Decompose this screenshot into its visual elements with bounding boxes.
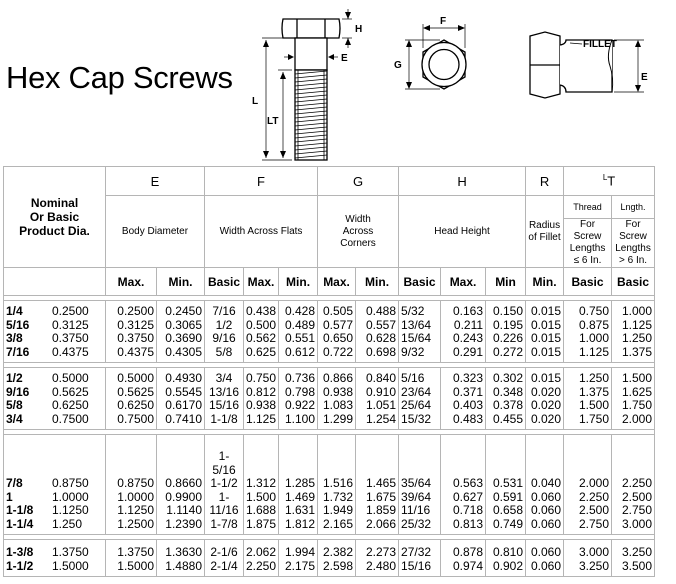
h-dim-label: H: [355, 24, 363, 35]
col-lt-symbol: $^L$T: [564, 167, 655, 196]
cell-f-basic: 2-1/6 2-1/4: [205, 540, 244, 577]
cell-lt-thread: 1.250 1.375 1.500 1.750: [564, 368, 612, 430]
cell-f-max: 0.438 0.500 0.562 0.625: [244, 301, 279, 363]
cell-h-basic: 5/32 13/64 15/64 9/32: [399, 301, 441, 363]
cell-f-min: 0.736 0.798 0.922 1.100: [279, 368, 318, 430]
cell-f-min: 1.994 2.175: [279, 540, 318, 577]
cell-g-min: 2.273 2.480: [356, 540, 399, 577]
cell-lt-thread: 0.750 0.875 1.000 1.125: [564, 301, 612, 363]
col-r-symbol: R: [526, 167, 564, 196]
cell-g-min: 0.840 0.910 1.051 1.254: [356, 368, 399, 430]
cell-e-max: 0.8750 1.0000 1.1250 1.2500: [106, 435, 157, 535]
col-length-label: Lngth.: [612, 196, 655, 219]
unit-cell: Basic: [205, 268, 244, 296]
table-row-group: [4, 368, 655, 430]
unit-cell: Min.: [526, 268, 564, 296]
unit-cell: Max.: [318, 268, 356, 296]
cell-f-basic: 1- 5/16 1-1/2 1- 11/16 1-7/8: [205, 435, 244, 535]
cell-e-min: 1.3630 1.4880: [157, 540, 205, 577]
cell-r-min: 0.015 0.020 0.020 0.020: [526, 368, 564, 430]
cell-f-max: 0.750 0.812 0.938 1.125: [244, 368, 279, 430]
hex-screw-diagram: [0, 0, 676, 166]
cell-g-max: 0.866 0.938 1.083 1.299: [318, 368, 356, 430]
cell-e-min: 0.8660 0.9900 1.1140 1.2390: [157, 435, 205, 535]
cell-e-max: 0.2500 0.3125 0.3750 0.4375: [106, 301, 157, 363]
cell-h-max: 0.563 0.627 0.718 0.813: [441, 435, 486, 535]
table-row-group: [4, 435, 655, 535]
cell-h-min: 0.810 0.902: [486, 540, 526, 577]
nominal-size-cell: 7/8 0.8750 1 1.0000 1-1/8 1.1250 1-1/4 1.250: [4, 435, 106, 535]
unit-cell-blank: [4, 268, 106, 296]
cell-h-basic: 5/16 23/64 25/64 15/32: [399, 368, 441, 430]
cell-g-min: 0.488 0.557 0.628 0.698: [356, 301, 399, 363]
cell-h-min: 0.150 0.195 0.226 0.272: [486, 301, 526, 363]
col-thread-label: Thread: [564, 196, 612, 219]
cell-f-min: 1.285 1.469 1.631 1.812: [279, 435, 318, 535]
nominal-size-cell: 1-3/8 1.3750 1-1/2 1.5000: [4, 540, 106, 577]
unit-cell: Min.: [157, 268, 205, 296]
col-e-desc: Body Diameter: [106, 196, 205, 268]
nominal-size-cell: 1/2 0.5000 9/16 0.5625 5/8 0.6250 3/4 0.7500: [4, 368, 106, 430]
cell-e-min: 0.2450 0.3065 0.3690 0.4305: [157, 301, 205, 363]
cell-e-min: 0.4930 0.5545 0.6170 0.7410: [157, 368, 205, 430]
cell-g-max: 0.505 0.577 0.650 0.722: [318, 301, 356, 363]
col-r-desc: Radius of Fillet: [526, 196, 564, 268]
unit-cell: Min.: [356, 268, 399, 296]
nominal-size-cell: 1/4 0.2500 5/16 0.3125 3/8 0.3750 7/16 0.4375: [4, 301, 106, 363]
table-row-group: [4, 301, 655, 363]
fillet-label: FILLET: [583, 39, 617, 50]
cell-h-min: 0.302 0.348 0.378 0.455: [486, 368, 526, 430]
unit-cell: Max.: [441, 268, 486, 296]
e-side-dim-label: E: [641, 72, 648, 83]
cell-r-min: 0.015 0.015 0.015 0.015: [526, 301, 564, 363]
cell-f-max: 1.312 1.500 1.688 1.875: [244, 435, 279, 535]
l-dim-label: L: [252, 96, 259, 107]
cell-g-max: 2.382 2.598: [318, 540, 356, 577]
units-row: [4, 268, 655, 296]
cell-e-max: 0.5000 0.5625 0.6250 0.7500: [106, 368, 157, 430]
cell-lt-length: 3.250 3.500: [612, 540, 655, 577]
cell-g-max: 1.516 1.732 1.949 2.165: [318, 435, 356, 535]
cell-lt-thread: 3.000 3.250: [564, 540, 612, 577]
cell-g-min: 1.465 1.675 1.859 2.066: [356, 435, 399, 535]
cell-r-min: 0.040 0.060 0.060 0.060: [526, 435, 564, 535]
cell-h-max: 0.878 0.974: [441, 540, 486, 577]
col-g-desc: Width Across Corners: [318, 196, 399, 268]
col-g-symbol: G: [318, 167, 399, 196]
unit-cell: Basic: [564, 268, 612, 296]
g-dim-label: G: [394, 60, 402, 71]
cell-lt-length: 1.500 1.625 1.750 2.000: [612, 368, 655, 430]
cell-f-basic: 3/4 13/16 15/16 1-1/8: [205, 368, 244, 430]
col-e-symbol: E: [106, 167, 205, 196]
cell-lt-thread: 2.000 2.250 2.500 2.750: [564, 435, 612, 535]
cell-h-max: 0.323 0.371 0.403 0.483: [441, 368, 486, 430]
col-length-desc: For Screw Lengths > 6 In.: [612, 219, 655, 268]
cell-r-min: 0.060 0.060: [526, 540, 564, 577]
cell-lt-length: 2.250 2.500 2.750 3.000: [612, 435, 655, 535]
table-row-group: [4, 540, 655, 577]
unit-cell: Basic: [399, 268, 441, 296]
lt-dim-label: LT: [267, 116, 279, 127]
unit-cell: Max.: [106, 268, 157, 296]
cell-h-max: 0.163 0.211 0.243 0.291: [441, 301, 486, 363]
f-dim-label: F: [440, 16, 447, 27]
e-dim-label: E: [341, 53, 348, 64]
dimensions-table: [3, 166, 655, 577]
unit-cell: Max.: [244, 268, 279, 296]
cell-f-basic: 7/16 1/2 9/16 5/8: [205, 301, 244, 363]
col-h-symbol: H: [399, 167, 526, 196]
page-title: Hex Cap Screws: [6, 60, 233, 95]
cell-f-max: 2.062 2.250: [244, 540, 279, 577]
col-f-symbol: F: [205, 167, 318, 196]
unit-cell: Min: [486, 268, 526, 296]
cell-f-min: 0.428 0.489 0.551 0.612: [279, 301, 318, 363]
cell-h-basic: 35/64 39/64 11/16 25/32: [399, 435, 441, 535]
cell-lt-length: 1.000 1.125 1.250 1.375: [612, 301, 655, 363]
col-thread-desc: For Screw Lengths ≤ 6 In.: [564, 219, 612, 268]
cell-h-basic: 27/32 15/16: [399, 540, 441, 577]
col-f-desc: Width Across Flats: [205, 196, 318, 268]
cell-e-max: 1.3750 1.5000: [106, 540, 157, 577]
nominal-header: Nominal Or Basic Product Dia.: [4, 167, 106, 268]
cell-h-min: 0.531 0.591 0.658 0.749: [486, 435, 526, 535]
unit-cell: Min.: [279, 268, 318, 296]
col-h-desc: Head Height: [399, 196, 526, 268]
unit-cell: Basic: [612, 268, 655, 296]
